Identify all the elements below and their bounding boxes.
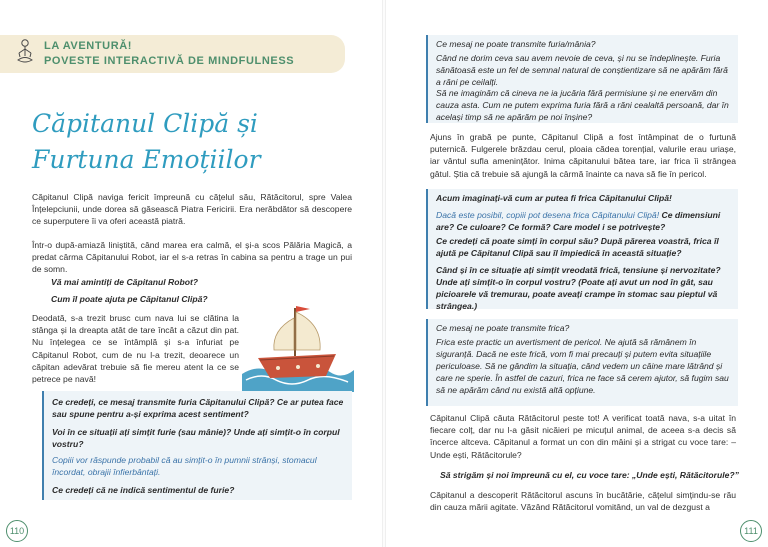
banner-line-1: LA AVENTURĂ! — [44, 40, 133, 52]
page-number-left: 110 — [6, 520, 28, 542]
box2-question-3: Când și în ce situație ați simțit vreodată frică, tensiune și nervozitate? Unde ați simțit-o în corpul vostru? (Poate ați avut un nod în gât, sau picioarele vă tremurau, poate aveați crampe în stomac sau pieptul vă strângea.) — [436, 265, 721, 311]
right-paragraph-1: Ajuns în grabă pe punte, Căpitanul Clipă a fost întâmpinat de o furtună puternică. Fulgerele brăzdau cerul, ploaia cădea torențial, valurile erau uriașe, iar vântul sufla amenințător. Inima căpitanului bătea tare, iar frica îi strângea gâtul. Știa că trebuie să ajungă la cârmă înainte ca nava să fie în pericol. — [430, 132, 736, 179]
right-paragraph-3: Căpitanul a descoperit Rătăcitorul ascuns în bucătărie, cățelul simțindu-se rău din cauza mării agitate. Văzând Rătăcitorul vomitând, un val de dezgust a — [430, 490, 736, 513]
box-question-1: Ce credeți, ce mesaj transmite furia Căpitanului Clipă? Ce ar putea face sau spune pentru a-și exprima acest sentiment? — [52, 397, 344, 419]
box2-note-line — [436, 209, 732, 233]
box-question-3: Ce credeți că ne indică sentimentul de furie? — [52, 485, 235, 495]
meditation-figure-icon — [14, 38, 36, 70]
box2-note: Dacă este posibil, copiii pot desena frica Căpitanului Clipă! — [436, 210, 660, 220]
box-note: Copiii vor răspunde probabil că au simțit-o în pumnii strânși, stomacul încordat, obrajii înfierbântați. — [52, 455, 317, 477]
reflection-box-anger-message — [426, 35, 738, 123]
right-paragraph-2: Căpitanul Clipă căuta Rătăcitorul peste tot! A verificat toată nava, s-a uitat în fiecare colț, dar nu l-a găsit nicăieri pe micuțul animal, de aceea s-a decis să încerce altceva. Căpitanul a format un con din mâini și a strigat cu voce tare: – Unde ești, Rătăcitorule? — [430, 413, 736, 460]
banner-line-2: POVESTE INTERACTIVĂ DE MINDFULNESS — [44, 55, 295, 67]
question-help: Cum îl poate ajuta pe Căpitanul Clipă? — [51, 294, 208, 304]
shout-question: Să strigăm și noi împreună cu el, cu voce tare: „Unde ești, Rătăcitorule?” — [440, 470, 739, 480]
box1-question: Ce mesaj ne poate transmite furia/mânia? — [436, 39, 596, 49]
box2-note-tail: Ce dimensiuni are? Ce culoare? Ce formă? Care model i se potrivește? — [436, 210, 721, 232]
box3-answer: Frica este practic un avertisment de pericol. Ne ajută să rămânem în siguranță. Dacă ne este frică, vom fi mai precauți și putem evita situațiile periculoase. Să ne gândim la situația, când vedem un câine mare lătrând și care ne sperie. În astfel de cazuri, frica ne face să cerem ajutor, să fugim sau să ne apărăm când nu există altă opțiune. — [436, 337, 729, 395]
reflection-box-fear — [426, 189, 738, 309]
ship-illustration — [238, 300, 356, 392]
box2-question-1: Acum imaginați-vă cum ar putea fi frica Căpitanului Clipă! — [436, 193, 672, 203]
box1-answer-2: Să ne imaginăm că cineva ne ia jucăria fără permisiune și ne enervăm din cauza asta. Cum ne putem exprima furia fără a răni cealaltă persoană, dar în același timp să ne apărăm pe noi înșine? — [436, 88, 729, 122]
book-gutter — [382, 0, 386, 547]
box3-question: Ce mesaj ne poate transmite frica? — [436, 323, 570, 333]
section-banner — [0, 35, 345, 73]
question-robot: Vă mai amintiți de Căpitanul Robot? — [51, 277, 199, 287]
story-title: Căpitanul Clipă și Furtuna Emoțiilor — [32, 109, 261, 174]
paragraph-1: Căpitanul Clipă naviga fericit împreună cu cățelul său, Rătăcitorul, spre Valea Înțelepciunii, unde dorea să găsească Piatra Fericirii. Era nerăbdător să descopere ce superputere îi va oferi această piatră. — [32, 192, 352, 227]
box1-answer-1: Când ne dorim ceva sau avem nevoie de ceva, și nu se îndeplinește. Furia sănătoasă este un fel de semnal natural de conștientizare să ne apărăm fără a răni pe ceilalți. — [436, 53, 728, 87]
page-number-right: 111 — [740, 520, 762, 542]
reflection-box-anger — [42, 391, 352, 500]
paragraph-2: Într-o după-amiază liniștită, când marea era calmă, el și-a scos Pălăria Magică, a predat cârma Căpitanului Robot, iar el s-a retras în cabina sa pentru a trage un pui de somn. — [32, 240, 352, 275]
box2-question-2: Ce credeți că poate simți în corpul său? După părerea voastră, frica îl ajută pe Căpitanul Clipă sau îl împiedică în această situație? — [436, 236, 719, 258]
reflection-box-fear-message — [426, 319, 738, 406]
paragraph-3: Deodată, s-a trezit brusc cum nava lui se clătina la stânga și la dreapta atât de tare încât a căzut din pat. Nu înțelegea ce se întâmplă și s-a înfuriat pe Căpitanul Robot, cum de nu l-a trezit, deoarece un căpitan adevărat trebuie să fie mereu atent la ce se petrece pe navă! — [32, 313, 239, 385]
box-question-2: Voi în ce situații ați simțit furie (sau mânie)? Unde ați simțit-o în corpul vostru? — [52, 427, 340, 449]
